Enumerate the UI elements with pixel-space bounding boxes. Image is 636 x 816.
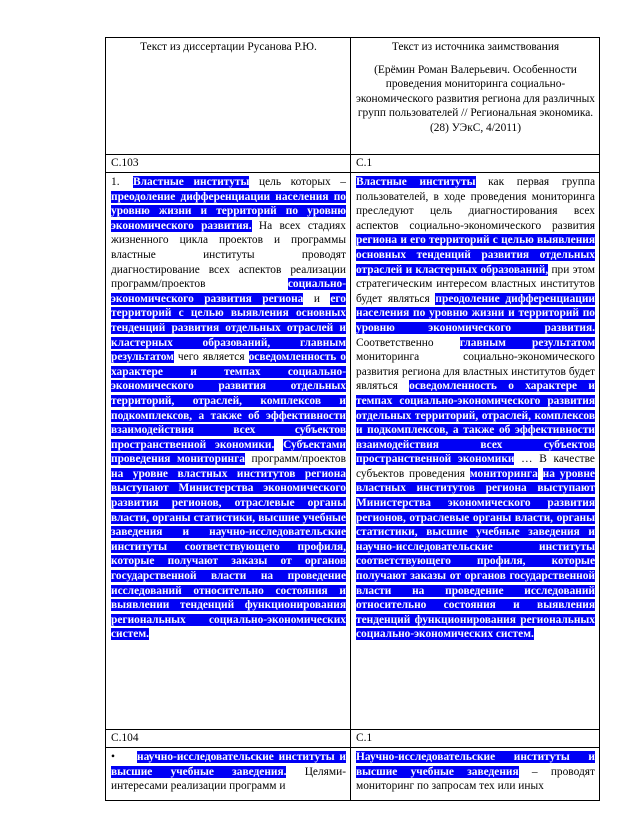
highlighted-fragment: научно-исследовательские институты и высшие учебные заведения. [111, 751, 346, 778]
dissertation-text-cell [106, 748, 351, 801]
dissertation-header: Текст из диссертации Русанова Р.Ю. [140, 41, 317, 53]
plain-fragment: На всех стадиях жизненного цикла проектов и программы властные институты проводят диагностирование всех аспектов реализации программ/проектов [111, 219, 346, 291]
highlighted-fragment: осведомленность о характере и темпах социально-экономического развития отдельных территорий, отраслей, комплексов и подкомплексов, а также об эффективности взаимодействия всех субъектов пространственной экономики [356, 380, 595, 466]
source-citation: (Ерёмин Роман Валерьевич. Особенности проведения мониторинга социально-экономического развития региона для различных групп пользователей // Региональная экономика. (28) УЭкС, 4/2011) [356, 63, 595, 134]
source-text [356, 176, 595, 640]
highlighted-fragment: преодоление дифференциации населения по уровню жизни и территорий по уровню экономического развития. [356, 292, 595, 334]
plain-fragment: как первая группа пользователей, в ходе проведения мониторинга преследуют цель диагностирования всех аспектов социально-экономического развития [356, 176, 595, 232]
highlighted-fragment: мониторинга [469, 467, 538, 480]
highlighted-fragment: главным результатом [459, 336, 595, 349]
list-marker: 1. [111, 176, 120, 188]
dissertation-text-cell [106, 173, 351, 730]
right-page-number: С.1 [351, 730, 600, 748]
plain-fragment: … В качестве субъектов проведения [356, 453, 595, 480]
plain-fragment: программ/проектов [244, 453, 346, 466]
highlighted-fragment: Властные институты [356, 176, 476, 188]
text-row-2 [106, 748, 600, 801]
dissertation-text [111, 751, 346, 792]
comparison-table [105, 37, 600, 801]
highlighted-fragment: Научно-исследовательские институты и высшие учебные заведения [356, 751, 595, 778]
plain-fragment [538, 468, 543, 480]
highlighted-fragment: на уровне властных институтов региона выступают Министерства экономического развития регионов, отраслевые органы власти, органы статистики, высшие учебные заведения и научно-исследовательские институты соответствующего профиля, которые получают заказы от органов государственной власти на проведение исследований относительно состояния и выявлении тенденций функционирования региональных социально-экономических систем. [111, 467, 346, 641]
source-header-cell [351, 38, 600, 155]
dissertation-text [111, 176, 346, 640]
left-page-number: С.104 [106, 730, 351, 748]
dissertation-header-cell [106, 38, 351, 155]
plain-fragment: чего является [173, 351, 249, 364]
highlighted-fragment: его территорий с целью выявления основных тенденций развития отдельных отраслей и кластерных образований, главным результатом [111, 292, 346, 364]
right-page-number: С.1 [351, 155, 600, 173]
page-row-2 [106, 730, 600, 748]
source-text-cell [351, 748, 600, 801]
header-row [106, 38, 600, 155]
plain-fragment: при этом стратегическим интересом властных институтов будет являться [356, 263, 595, 305]
source-header: Текст из источника заимствования [391, 41, 560, 53]
source-text [356, 751, 595, 792]
highlighted-fragment: осведомленность о характере и темпах социально-экономического развития отдельных территорий, отраслей, комплексов и подкомплексов, а также об эффективности взаимодействия всех субъектов пространственной экономики. [111, 351, 346, 451]
text-row-1 [106, 173, 600, 730]
plain-fragment: – проводят мониторинг по запросам тех или иных [356, 765, 595, 793]
plain-fragment: Соответственно [356, 336, 460, 349]
highlighted-fragment: на уровне властных институтов региона выступают Министерства экономического развития регионов, отраслевые органы власти, органы статистики, высшие учебные заведения и научно-исследовательские институты соответствующего профиля, которые получают заказы от органов государственной власти на проведение исследований относительно состояния и выявления тенденций функционирования региональных социально-экономических систем. [356, 467, 595, 641]
left-page-number: С.103 [106, 155, 351, 173]
plain-fragment [274, 439, 283, 451]
plain-fragment: Целями-интересами реализации программ и [111, 765, 346, 793]
highlighted-fragment: социально-экономического развития региона [111, 278, 346, 305]
highlighted-fragment: преодоление дифференциации населения по уровню жизни и территорий по уровню экономического развития. [111, 190, 346, 232]
plain-fragment: мониторинга социально-экономического развития региона для властных институтов будет являться [356, 351, 595, 393]
plain-fragment: и [303, 292, 331, 305]
highlighted-fragment: Субъектами проведения мониторинга [111, 438, 346, 466]
source-text-cell [351, 173, 600, 730]
page-row-1 [106, 155, 600, 173]
highlighted-fragment: Властные институты [133, 176, 250, 188]
highlighted-fragment: региона и его территорий с целью выявления основных тенденций развития отдельных отраслей и кластерных образований, [356, 234, 595, 276]
bullet-marker: • [111, 751, 115, 763]
plain-fragment: цель которых – [249, 176, 346, 188]
